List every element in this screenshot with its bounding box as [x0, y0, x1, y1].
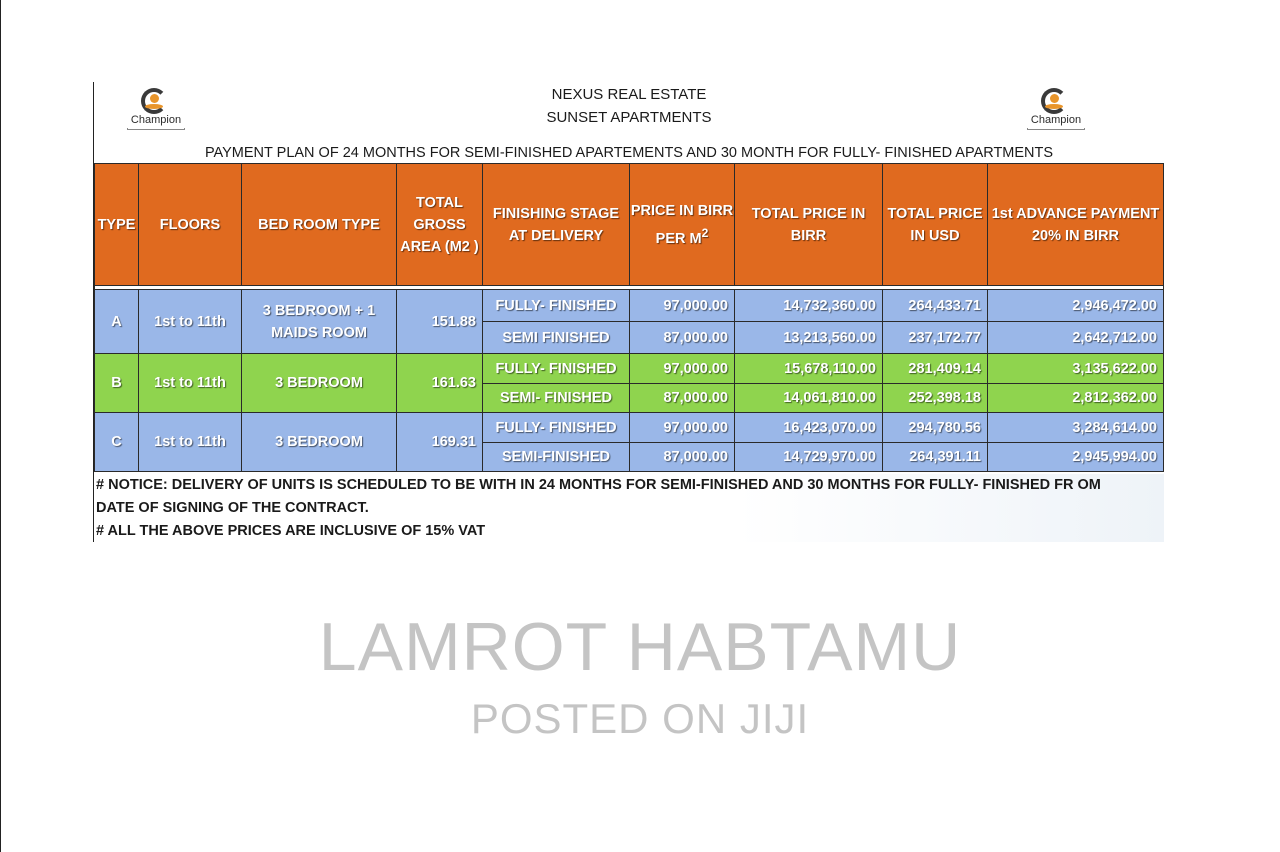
cell-bedroom: 3 BEDROOM: [242, 413, 397, 472]
cell-area: 169.31: [397, 413, 483, 472]
cell-advance: 3,284,614.00: [988, 413, 1164, 443]
cell-total-usd: 264,433.71: [883, 290, 988, 322]
cell-total-usd: 252,398.18: [883, 384, 988, 413]
cell-stage: FULLY- FINISHED: [483, 354, 630, 384]
col-header-area: TOTAL GROSS AREA (M2 ): [397, 164, 483, 286]
cell-advance: 2,946,472.00: [988, 290, 1164, 322]
logo-underline: [1027, 128, 1085, 130]
table-header-row: [95, 164, 1164, 286]
notice-line-2: DATE OF SIGNING OF THE CONTRACT.: [96, 500, 369, 516]
table-row: [95, 290, 1164, 322]
vat-note: # ALL THE ABOVE PRICES ARE INCLUSIVE OF 15% VAT: [96, 523, 486, 539]
col-header-type: TYPE: [95, 164, 139, 286]
cell-area: 161.63: [397, 354, 483, 413]
cell-total-birr: 15,678,110.00: [735, 354, 883, 384]
price-m2-label: PRICE IN BIRR PER M: [630, 202, 734, 247]
cell-advance: 2,945,994.00: [988, 443, 1164, 472]
cell-stage: SEMI FINISHED: [483, 322, 630, 354]
cell-total-birr: 14,061,810.00: [735, 384, 883, 413]
cell-total-birr: 14,729,970.00: [735, 443, 883, 472]
cell-floors: 1st to 11th: [139, 290, 242, 354]
payment-plan-table: [94, 163, 1164, 472]
cell-price-m2: 87,000.00: [630, 322, 735, 354]
cell-price-m2: 97,000.00: [630, 290, 735, 322]
notice-line-1: # NOTICE: DELIVERY OF UNITS IS SCHEDULED TO BE WITH IN 24 MONTHS FOR SEMI-FINISHED AND 30 MONTHS FOR FULLY- FINISHED FR OM: [96, 477, 1101, 493]
cell-type: A: [95, 290, 139, 354]
logo-underline: [127, 128, 185, 130]
logo-text: Champion: [1030, 114, 1082, 126]
cell-bedroom: 3 BEDROOM + 1 MAIDS ROOM: [242, 290, 397, 354]
col-header-bedroom: BED ROOM TYPE: [242, 164, 397, 286]
watermark-name: LAMROT HABTAMU: [318, 609, 962, 685]
cell-price-m2: 87,000.00: [630, 384, 735, 413]
cell-price-m2: 97,000.00: [630, 354, 735, 384]
col-header-total-usd: TOTAL PRICE IN USD: [883, 164, 988, 286]
plan-title: PAYMENT PLAN OF 24 MONTHS FOR SEMI-FINISHED APARTEMENTS AND 30 MONTH FOR FULLY- FINISHED APARTMENTS: [204, 145, 1054, 161]
cell-advance: 2,812,362.00: [988, 384, 1164, 413]
company-name: NEXUS REAL ESTATE: [551, 86, 707, 103]
cell-total-usd: 264,391.11: [883, 443, 988, 472]
cell-total-birr: 13,213,560.00: [735, 322, 883, 354]
col-header-advance: 1st ADVANCE PAYMENT 20% IN BIRR: [988, 164, 1164, 286]
cell-stage: SEMI- FINISHED: [483, 384, 630, 413]
logo-text: Champion: [130, 114, 182, 126]
cell-stage: FULLY- FINISHED: [483, 290, 630, 322]
price-m2-superscript: 2: [701, 225, 709, 240]
cell-floors: 1st to 11th: [139, 354, 242, 413]
cell-total-usd: 237,172.77: [883, 322, 988, 354]
cell-bedroom: 3 BEDROOM: [242, 354, 397, 413]
cell-type: B: [95, 354, 139, 413]
price-sheet: [93, 82, 1165, 542]
cell-total-birr: 16,423,070.00: [735, 413, 883, 443]
watermark-posted: POSTED ON JIJI: [470, 695, 810, 742]
cell-advance: 2,642,712.00: [988, 322, 1164, 354]
table-row: [95, 413, 1164, 443]
cell-price-m2: 97,000.00: [630, 413, 735, 443]
project-name: SUNSET APARTMENTS: [546, 109, 712, 126]
cell-advance: 3,135,622.00: [988, 354, 1164, 384]
cell-total-usd: 281,409.14: [883, 354, 988, 384]
col-header-floors: FLOORS: [139, 164, 242, 286]
cell-total-birr: 14,732,360.00: [735, 290, 883, 322]
table-row: [95, 354, 1164, 384]
cell-type: C: [95, 413, 139, 472]
cell-stage: FULLY- FINISHED: [483, 413, 630, 443]
col-header-price-m2: [630, 164, 735, 286]
notes-block: [96, 474, 1164, 542]
cell-total-usd: 294,780.56: [883, 413, 988, 443]
cell-stage: SEMI-FINISHED: [483, 443, 630, 472]
cell-price-m2: 87,000.00: [630, 443, 735, 472]
col-header-total-birr: TOTAL PRICE IN BIRR: [735, 164, 883, 286]
cell-floors: 1st to 11th: [139, 413, 242, 472]
col-header-stage: FINISHING STAGE AT DELIVERY: [483, 164, 630, 286]
cell-area: 151.88: [397, 290, 483, 354]
